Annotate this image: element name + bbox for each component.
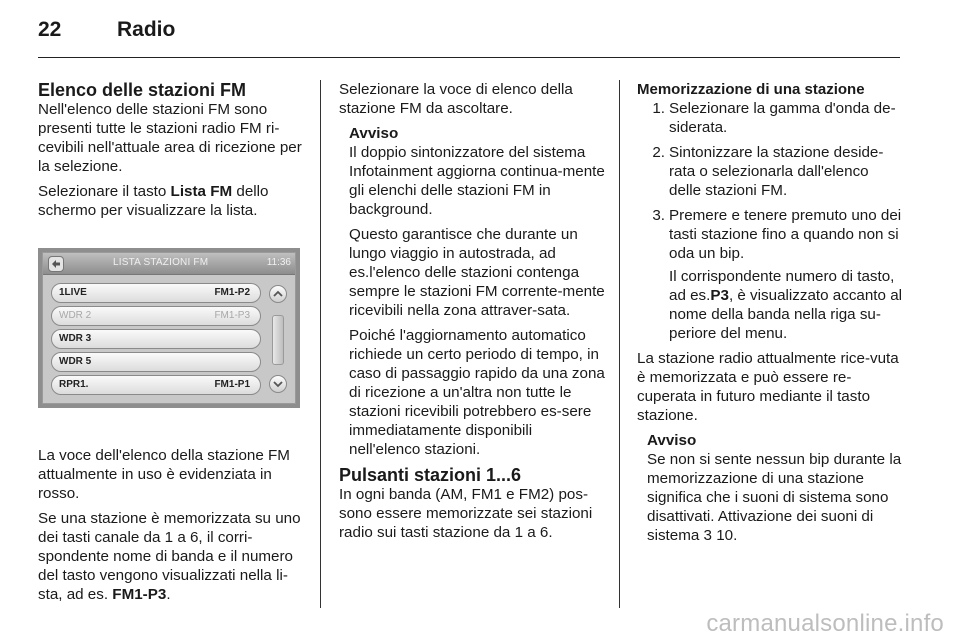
text: Se non si sente nessun bip durante la memorizzazione di una stazione significa che i suoni di sistema sono disattivati. Attivazione dei suoni di sistema [647,451,902,544]
note-box [637,431,903,545]
station-row-4 [51,352,261,372]
page-number: 22 [38,18,62,41]
back-icon [48,256,64,272]
column-divider-1 [320,80,321,608]
steps-list [637,99,903,343]
step-number: 3. [652,207,665,224]
text: 10. [712,527,738,544]
note-paragraph: Questo garantisce che durante un lungo viaggio in autostrada, ad es.l'elenco delle stazioni contenga sempre le stazioni FM corrente-mente ricevibili nella zona attraver-sata. [349,226,605,319]
note-paragraph: Poiché l'aggiornamento automatico richiede un certo periodo di tempo, in caso di passaggio rapido da una zona di ricezione a un'altra non tutte le stazioni ricevibili potrebbero es-sere immediatamente disponibili nell'elenco stazioni. [349,327,605,458]
station-name: WDR 5 [59,356,92,367]
station-band: FM1-P2 [214,287,250,298]
scrollbar-track [272,315,284,365]
paragraph [38,182,306,220]
station-name: WDR 2 [59,310,92,321]
paragraph [38,509,306,604]
screen-header [43,253,295,275]
text: Se una stazione è memorizzata su uno dei tasti canale da 1 a 6, il corri-spondente nome di banda e il numero del tasto vengono visualizzati nella li-sta, ad es. [38,510,301,603]
text: Il corrispondente numero di tasto, ad es. [669,268,895,304]
note-paragraph [647,450,903,545]
station-name: RPR1. [59,379,89,390]
bold-term: P3 [710,287,729,304]
station-row-3 [51,329,261,349]
text: dello schermo per visualizzare la lista. [38,183,269,219]
header-rule [38,57,900,58]
paragraph: La stazione radio attualmente rice-vuta è memorizzata e può essere re-cuperata in futuro mediante il tasto stazione. [637,350,899,424]
section-title-fm-list: Elenco delle stazioni FM [38,80,247,100]
step-text: Selezionare la gamma d'onda de-siderata. [669,100,896,136]
middle-column [339,80,605,548]
note-title: Avviso [349,125,399,142]
text: . [166,586,171,603]
station-row-2 [51,306,261,326]
screen-clock: 11:36 [266,257,291,268]
paragraph: Nell'elenco delle stazioni FM sono presenti tutte le stazioni radio FM ri-cevibili nell'attuale area di ricezione per la selezione. [38,101,302,175]
subsection-title: Memorizzazione di una stazione [637,81,865,98]
step-text: Premere e tenere premuto uno dei tasti stazione fino a quando non si oda un bip. [669,207,902,262]
step-item [645,99,903,137]
station-band: FM1-P3 [214,310,250,321]
section-title-preset-buttons: Pulsanti stazioni 1...6 [339,465,522,485]
screen-title: LISTA STAZIONI FM [113,257,209,268]
right-column [637,80,903,551]
station-band: FM1-P1 [214,379,250,390]
station-row-5 [51,375,261,395]
note-paragraph: Il doppio sintonizzatore del sistema Infotainment aggiorna continua-mente gli elenchi delle stazioni FM in background. [349,144,605,218]
station-name: 1LIVE [59,287,87,298]
step-number: 1. [652,100,665,117]
bold-term: FM1-P3 [112,586,167,603]
text: Selezionare il tasto [38,183,171,200]
page-header [38,18,918,58]
screen-display [42,252,296,404]
column-divider-2 [619,80,620,608]
watermark: carmanualsonline.info [706,610,944,637]
left-column [38,80,306,226]
note-box [339,124,605,459]
step-number: 2. [652,144,665,161]
note-title: Avviso [647,432,697,449]
paragraph: In ogni banda (AM, FM1 e FM2) pos-sono essere memorizzate sei stazioni radio sui tasti stazione da 1 a 6. [339,486,593,541]
page-title: Radio [117,18,176,41]
step-text: Sintonizzare la stazione deside-rata o selezionarla dall'elenco delle stazioni FM. [669,144,884,199]
scroll-down-icon [269,375,287,393]
left-column-lower [38,446,306,610]
step-text-extra [669,267,903,343]
paragraph: Selezionare la voce di elenco della stazione FM da ascoltare. [339,81,573,117]
station-list-screenshot [38,248,300,408]
paragraph: La voce dell'elenco della stazione FM attualmente in uso è evidenziata in rosso. [38,447,290,502]
step-item [645,206,903,343]
text: , è visualizzato accanto al nome della banda nella riga su-periore del menu. [669,287,903,342]
scroll-up-icon [269,285,287,303]
station-name: WDR 3 [59,333,92,344]
station-row-1 [51,283,261,303]
step-item [645,143,903,200]
bold-term: Lista FM [170,183,233,200]
cross-reference-icon: 3 [703,527,712,544]
